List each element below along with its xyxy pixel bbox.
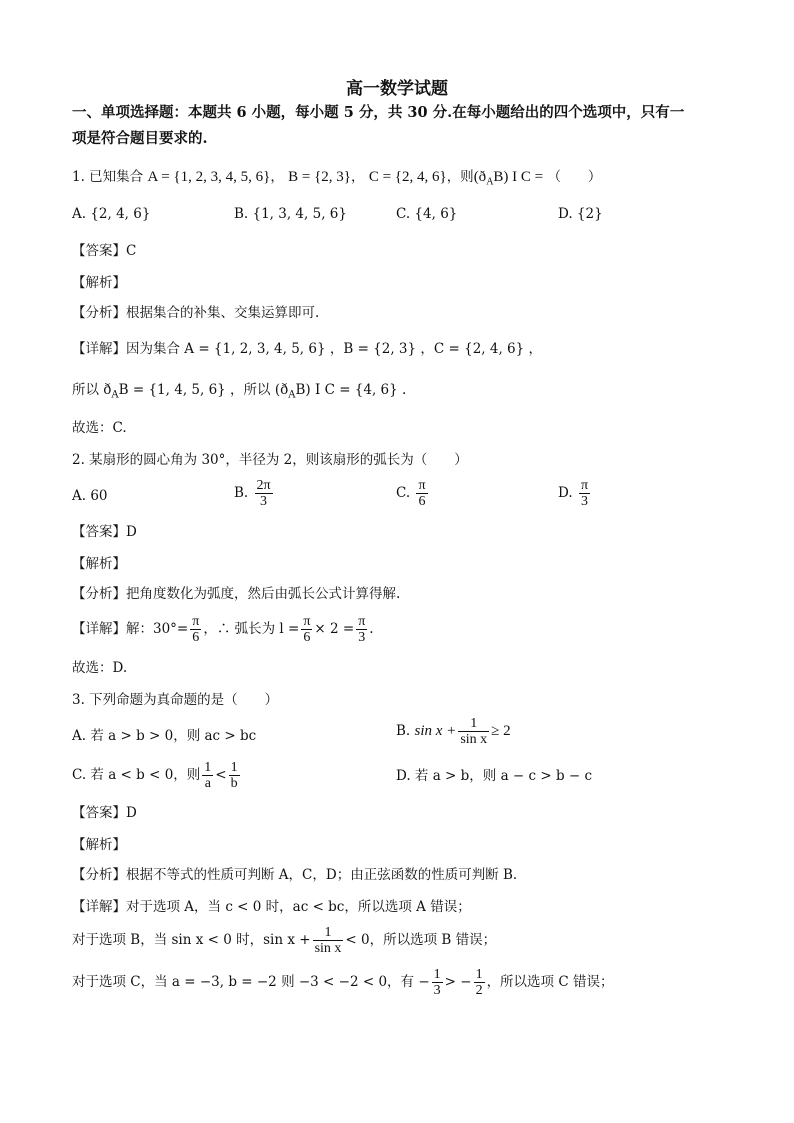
q3-option-b-post: ≥ 2	[491, 723, 511, 739]
page-title: 高一数学试题	[346, 79, 448, 99]
q1-option-c: C. {4, 6}	[396, 206, 458, 222]
q2-xj-f1-num: π	[192, 614, 200, 629]
q2-option-b-num: 2π	[256, 478, 271, 493]
q3-option-b-den: sin x	[460, 732, 488, 747]
q3-option-c-f1-den: a	[202, 775, 213, 791]
q1-xiangjie: 【详解】因为集合 A = {1, 2, 3, 4, 5, 6} ，B = {2, 3} ，C = {2, 4, 6} ，	[72, 341, 543, 357]
q2-analysis-head: 【解析】	[72, 556, 126, 572]
q2-stem: 2. 某扇形的圆心角为 30°，半径为 2，则该扇形的弧长为（ ）	[72, 452, 468, 468]
q2-option-a: A. 60	[72, 488, 108, 504]
q2-xj-f1-den: 6	[190, 629, 201, 645]
q2-option-c-label: C.	[396, 485, 411, 501]
q3-xjb-pre: 对于选项 B，当 sin x < 0 时，sin x +	[72, 932, 311, 948]
q3-analysis-head: 【解析】	[72, 837, 126, 853]
q1-option-d: D. {2}	[558, 206, 603, 222]
q3-xjc-pre: 对于选项 C，当 a = −3, b = −2 则 −3 < −2 < 0，有 −	[72, 974, 430, 990]
q2-option-b	[234, 478, 275, 509]
q3-answer: 【答案】D	[72, 805, 137, 821]
q3-xiangjie-a: 【详解】对于选项 A，当 c < 0 时，ac < bc，所以选项 A 错误；	[72, 899, 471, 915]
q1-fenxi: 【分析】根据集合的补集、交集运算即可.	[72, 305, 320, 321]
q2-option-c	[396, 478, 430, 509]
q1-suoyi-rest2: B) I C = {4, 6} .	[295, 382, 407, 398]
q3-xjc-fraction-2	[474, 967, 485, 998]
q3-option-a: A. 若 a > b > 0，则 ac > bc	[72, 728, 257, 744]
q3-option-c-f2-den: b	[230, 776, 238, 791]
q1-option-b: B. {1, 3, 4, 5, 6}	[234, 206, 347, 222]
q3-option-c-fraction-2	[229, 760, 240, 791]
q3-xjb-num: 1	[324, 925, 332, 940]
q3-option-c-fraction-1	[202, 760, 213, 791]
q3-option-b	[396, 716, 511, 747]
q2-xj-fraction-1	[190, 614, 201, 645]
q3-xjb-den: sin x	[314, 941, 342, 956]
q2-option-d-fraction	[579, 478, 590, 509]
q2-option-b-fraction	[255, 478, 273, 509]
q2-xj-fraction-2	[301, 614, 312, 645]
q3-xiangjie-b	[72, 925, 496, 956]
q3-xjc-fraction-1	[432, 967, 443, 998]
q1-analysis-head: 【解析】	[72, 275, 126, 291]
q3-xjb-post: < 0，所以选项 B 错误；	[345, 932, 497, 948]
q3-xjc-f2-den: 2	[475, 983, 483, 998]
q3-option-d: D. 若 a > b，则 a − c > b − c	[396, 768, 593, 784]
q2-option-c-den: 6	[416, 493, 427, 509]
q3-xjc-f1-den: 3	[433, 983, 441, 998]
q1-set-a: A = {1, 2, 3, 4, 5, 6}	[147, 169, 271, 185]
q2-option-d-num: π	[580, 478, 589, 493]
q2-xj-fraction-3	[356, 614, 367, 645]
q3-option-b-fraction	[458, 716, 489, 747]
q3-option-c	[72, 760, 242, 791]
q2-fenxi: 【分析】把角度数化为弧度，然后由弧长公式计算得解.	[72, 586, 401, 602]
q3-stem: 3. 下列命题为真命题的是（ ）	[72, 692, 279, 708]
q1-option-a: A. {2, 4, 6}	[72, 206, 151, 222]
q3-xjc-f2-num: 1	[475, 967, 483, 982]
q1-answer: 【答案】C	[72, 243, 137, 259]
q3-xjb-fraction	[313, 925, 344, 956]
q2-guxuan: 故选：D.	[72, 660, 128, 676]
q3-xjc-mid: > −	[444, 974, 472, 990]
q1-suoyi-sub2: A	[288, 389, 296, 401]
q3-option-b-pre: sin x +	[414, 723, 457, 739]
q2-xj-f3-num: π	[358, 614, 366, 629]
q2-xj-end: .	[369, 621, 374, 637]
q2-xj-f2-den: 6	[301, 629, 312, 645]
q1-set-b: B = {2, 3}	[288, 169, 352, 185]
q2-xiangjie	[72, 614, 374, 645]
q3-option-c-lt: <	[215, 767, 227, 783]
section-heading-line2: 项是符合题目要求的.	[72, 130, 208, 147]
q2-option-b-label: B.	[234, 485, 249, 501]
q1-expr-sub: A	[486, 176, 494, 188]
q2-xj-times: × 2 =	[314, 621, 355, 637]
q2-xj-f3-den: 3	[356, 629, 367, 645]
q2-option-c-fraction	[416, 478, 427, 509]
q1-suoyi-rest: B = {1, 4, 5, 6} ，所以 (ð	[118, 382, 289, 398]
q3-xiangjie-c	[72, 967, 613, 998]
q1-expr-b: B) I C =	[493, 169, 544, 185]
q1-stem: 1. 已知集合 A = {1, 2, 3, 4, 5, 6}， B = {2, 3}， C = {2, 4, 6}，则$(ð_AB)$ I C = （ ）	[72, 169, 602, 188]
q2-xj-prefix: 【详解】解：30°=	[72, 621, 189, 637]
q1-set-c: C = {2, 4, 6}	[368, 169, 447, 185]
q3-option-b-label: B.	[396, 723, 411, 739]
q3-option-c-f2-num: 1	[230, 760, 238, 775]
q3-option-c-pre: C. 若 a < b < 0，则	[72, 767, 201, 783]
q1-suoyi-prefix: 所以 ð	[72, 382, 112, 398]
section-heading-line1: 一、单项选择题：本题共 6 小题，每小题 5 分，共 30 分.在每小题给出的四个选项中，只有一	[72, 104, 685, 121]
q1-paren: （ ）	[547, 169, 602, 185]
q1-guxuan: 故选：C.	[72, 420, 127, 436]
q2-answer: 【答案】D	[72, 524, 137, 540]
q2-option-b-den: 3	[255, 493, 273, 509]
q2-xj-mid: ，∴ 弧长为 l =	[203, 621, 300, 637]
q3-xjc-post: ，所以选项 C 错误；	[486, 974, 614, 990]
q1-expr: (ð	[473, 169, 487, 185]
q1-suoyi	[72, 381, 406, 405]
q3-option-b-num: 1	[470, 716, 478, 731]
q1-stem-prefix: 1. 已知集合	[72, 169, 144, 185]
q3-fenxi: 【分析】根据不等式的性质可判断 A，C，D；由正弦函数的性质可判断 B.	[72, 867, 518, 883]
q2-option-d-label: D.	[558, 485, 573, 501]
q3-xjc-f1-num: 1	[433, 967, 441, 982]
q1-ask-prefix: ，则	[446, 169, 474, 185]
q1-suoyi-sub: A	[111, 389, 119, 401]
q2-option-c-num: π	[418, 478, 426, 493]
q2-option-d	[558, 478, 592, 509]
q2-option-d-den: 3	[579, 493, 590, 509]
q3-option-c-f1-num: 1	[204, 760, 212, 775]
q2-xj-f2-num: π	[303, 614, 311, 629]
